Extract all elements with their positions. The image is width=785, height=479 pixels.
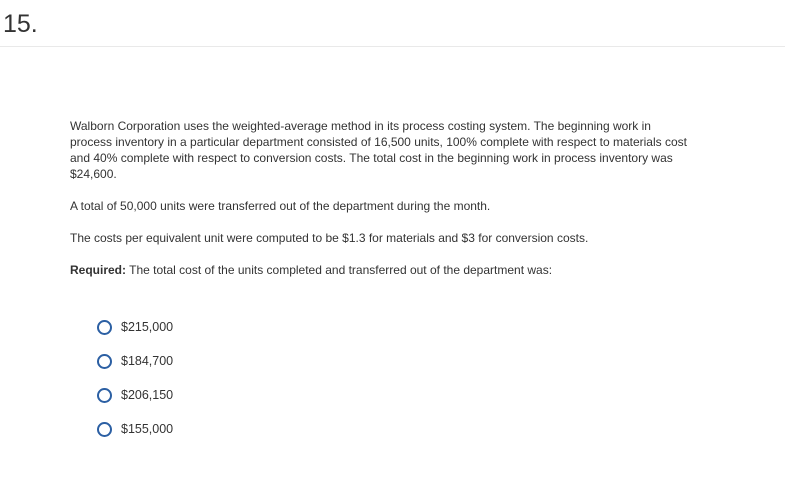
answer-option-label[interactable]: $215,000 bbox=[121, 320, 174, 334]
answer-option-2[interactable] bbox=[97, 351, 173, 371]
question-body bbox=[70, 118, 690, 278]
answer-option-label[interactable]: $206,150 bbox=[121, 388, 174, 402]
answer-option-label[interactable]: $184,700 bbox=[121, 354, 174, 368]
radio-button[interactable] bbox=[97, 354, 112, 369]
radio-button[interactable] bbox=[97, 422, 112, 437]
question-paragraph-2: A total of 50,000 units were transferred out of the department during the month. bbox=[70, 199, 491, 213]
question-paragraph-1: Walborn Corporation uses the weighted-average method in its process costing system. The beginning work in process inventory in a particular department consisted of 16,500 units, 100% complete with respect to materials cost and 40% complete with respect to conversion costs. The total cost in the beginning work in process inventory was $24,600. bbox=[70, 119, 687, 181]
question-paragraph-3: The costs per equivalent unit were computed to be $1.3 for materials and $3 for conversion costs. bbox=[70, 231, 589, 245]
answer-option-1[interactable] bbox=[97, 317, 173, 337]
header-divider bbox=[0, 46, 785, 47]
answer-options bbox=[97, 317, 173, 453]
answer-option-label[interactable]: $155,000 bbox=[121, 422, 174, 436]
answer-option-4[interactable] bbox=[97, 419, 173, 439]
question-required bbox=[70, 262, 690, 278]
radio-button[interactable] bbox=[97, 388, 112, 403]
required-label: Required: bbox=[70, 263, 127, 277]
answer-option-3[interactable] bbox=[97, 385, 173, 405]
required-text: The total cost of the units completed and transferred out of the department was: bbox=[126, 263, 553, 277]
radio-button[interactable] bbox=[97, 320, 112, 335]
question-number: 15. bbox=[3, 10, 38, 38]
